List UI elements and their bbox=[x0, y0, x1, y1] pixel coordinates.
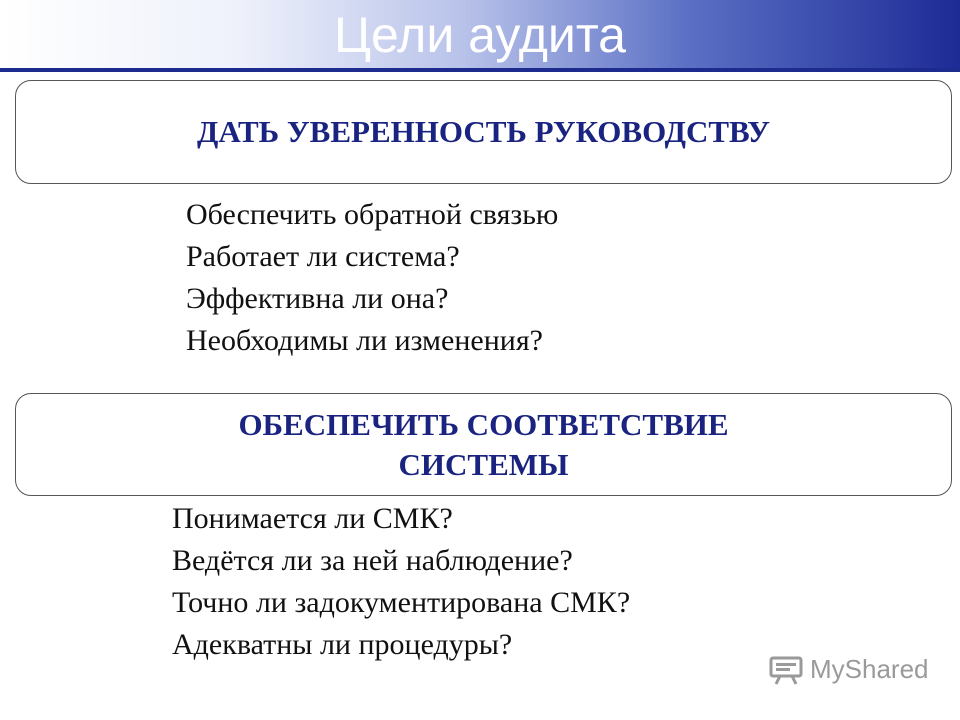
slide-title: Цели аудита bbox=[334, 7, 626, 63]
conformity-questions-list bbox=[172, 498, 630, 666]
management-questions-list bbox=[186, 194, 558, 362]
list-item: Точно ли задокументирована СМК? bbox=[172, 586, 631, 619]
goal-box-management bbox=[15, 80, 952, 184]
list-item: Обеспечить обратной связью bbox=[186, 198, 559, 231]
goal-box-conformity bbox=[15, 393, 952, 496]
watermark-text: MyShared bbox=[810, 654, 929, 684]
watermark bbox=[768, 654, 929, 685]
list-item: Понимается ли СМК? bbox=[172, 502, 453, 535]
list-item: Работает ли система? bbox=[186, 240, 460, 273]
goal-heading-conformity-line1: ОБЕСПЕЧИТЬ СООТВЕТСТВИЕ bbox=[238, 406, 729, 442]
title-underline bbox=[0, 68, 960, 72]
goal-heading-conformity-line2: СИСТЕМЫ bbox=[398, 446, 569, 482]
presentation-board-icon bbox=[768, 655, 804, 685]
list-item: Необходимы ли изменения? bbox=[186, 324, 543, 357]
list-item: Адекватны ли процедуры? bbox=[172, 628, 513, 661]
list-item: Ведётся ли за ней наблюдение? bbox=[172, 544, 573, 577]
goal-heading-management: ДАТЬ УВЕРЕННОСТЬ РУКОВОДСТВУ bbox=[197, 114, 770, 149]
list-item: Эффективна ли она? bbox=[186, 282, 449, 315]
